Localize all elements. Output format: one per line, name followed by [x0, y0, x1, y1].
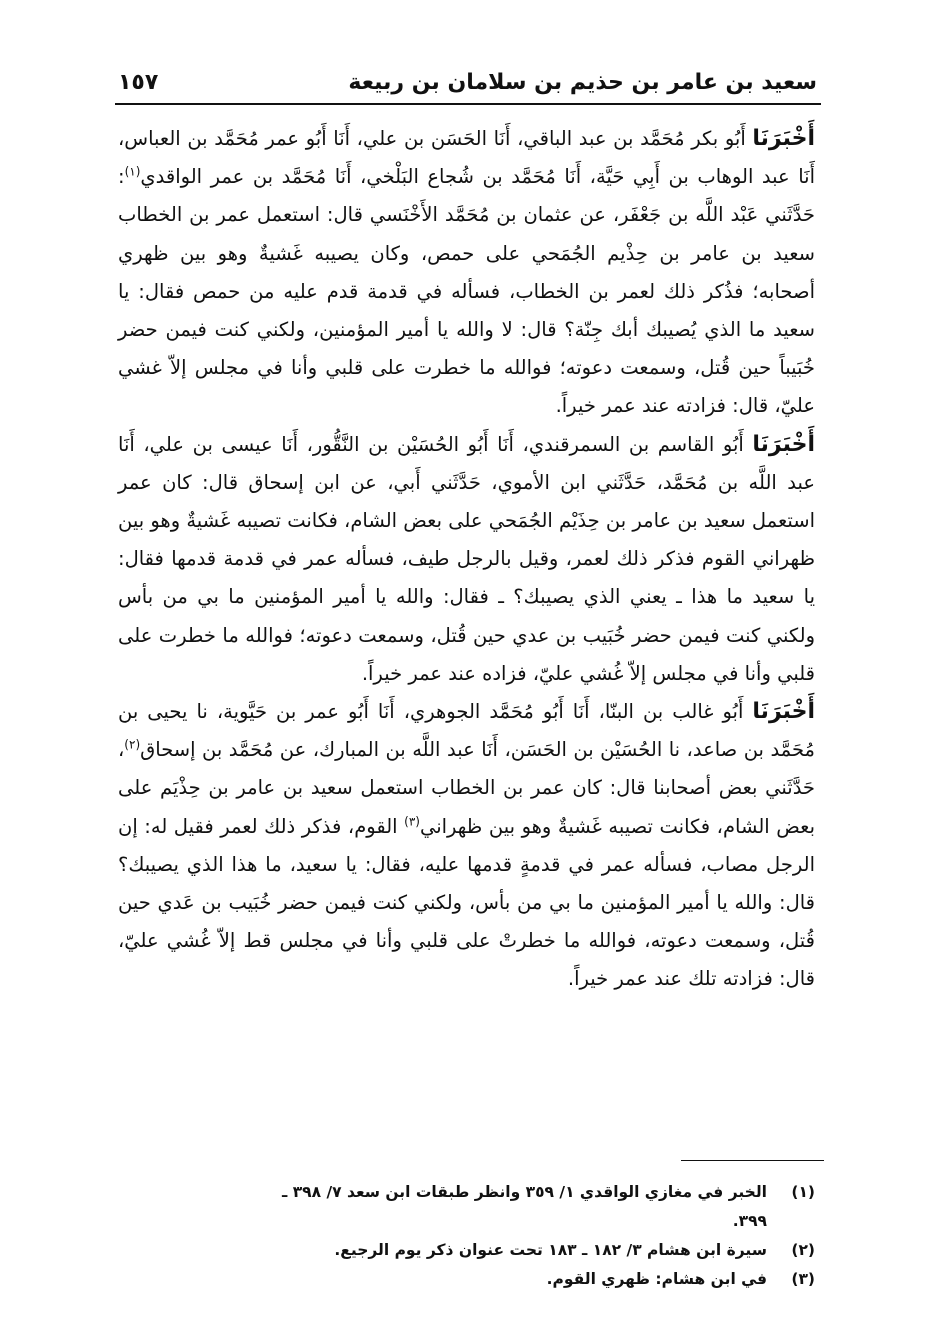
- footnote-ref[interactable]: (٣): [404, 814, 420, 829]
- paragraph-lead: أَخْبَرَنَا: [752, 699, 816, 725]
- paragraph-text: ، حَدَّثَني بعض أصحابنا قال: كان عمر بن الخطاب استعمل سعيد بن عامر بن حِذْيَم على بعض الشام، فكانت تصيبه غَشيةٌ وهو بين ظهراني: [118, 738, 816, 838]
- running-title: سعيد بن عامر بن حذيم بن سلامان بن ربيعة: [348, 69, 817, 95]
- footnote-number: (٢): [791, 1241, 815, 1259]
- footnote-rule: [681, 1160, 824, 1161]
- footnote-ref[interactable]: (١): [124, 164, 141, 179]
- footnote-item: [260, 1265, 815, 1294]
- footnote-number: (٣): [791, 1270, 815, 1288]
- footnotes: [260, 1178, 815, 1294]
- paragraph-text: : حَدَّثَني عَبْد اللَّه بن جَعْفَر، عن عثمان بن مُحَمَّد الأَخْنَسي قال: استعمل عمر بن الخطاب سعيد بن عامر بن حِذْيم الجُمَحي على حمص، وكان يصيبه غَشيةٌ وهو بين ظهري أصحابه؛ فذُكر ذلك لعمر بن الخطاب، فسأله في قدمة قدم عليه من حمص فقال: يا سعيد ما الذي يُصيبك أبك جِنّة؟ قال: لا والله يا أمير المؤمنين، ولكني كنت فيمن حضر خُبَيباً حين قُتل، وسمعت دعوته؛ فوالله ما خطرت على قلبي وأنا في مجلس إلاّ غشي عليّ، قال: فزادته عند عمر خيراً.: [118, 165, 815, 418]
- paragraph-text: القوم، فذكر ذلك لعمر فقيل له: إن الرجل مصاب، فسأله عمر في قدمةٍ قدمها عليه، فقال: يا سعيد، ما هذا الذي يصيبك؟ قال: والله يا أمير المؤمنين ما بي من بأس، ولكني كنت فيمن حضر خُبَيب بن عَدي حين قُتل، وسمعت دعوته، فوالله ما خطرتْ على قلبي وأنا في مجلس قط إلاّ غُشي عليّ، قال: فزادته تلك عند عمر خيراً.: [118, 814, 815, 991]
- footnote-number: (١): [791, 1183, 815, 1201]
- running-head: [118, 62, 817, 102]
- paragraph-2: [118, 426, 815, 693]
- footnote-ref[interactable]: (٢): [124, 737, 141, 752]
- paragraph-1: [118, 120, 815, 426]
- body-text: [118, 120, 815, 999]
- header-rule: [115, 103, 821, 105]
- paragraph-lead: أَخْبَرَنَا: [752, 431, 815, 457]
- footnote-item: [260, 1178, 815, 1236]
- page-number: ١٥٧: [118, 69, 159, 95]
- paragraph-text: أَبُو القاسم بن السمرقندي، أَنَا أَبُو الحُسَيْن بن النَّقُّور، أَنَا عيسى بن علي، أَنَا عبد اللَّه بن مُحَمَّد، حَدَّثَني ابن الأموي، حَدَّثَني أَبي، عن ابن إسحاق قال: كان عمر استعمل سعيد بن عامر بن حِذَيْم الجُمَحي على بعض الشام، فكانت تصيبه غَشيةٌ وهو بين ظهراني القوم فذكر ذلك لعمر، وقيل بالرجل طيف، فسأله عمر في قدمة قدمها فقال: يا سعيد ما هذا ـ يعني الذي يصيبك؟ ـ فقال: والله يا أمير المؤمنين ما بي من بأس ولكني كنت فيمن حضر خُبَيب بن عدي حين قُتل، وسمعت دعوته؛ فوالله ما خطرت على قلبي وأنا في مجلس إلاّ غُشي عليّ، فزاده عند عمر خيراً.: [118, 432, 815, 685]
- paragraph-3: [118, 693, 815, 999]
- paragraph-text: أَبُو غالب بن البنّا، أَنَا أَبُو مُحَمَّد الجوهري، أَنَا أَبُو عمر بن حَيَّوية، نا يحيى بن مُحَمَّد بن صاعد، نا الحُسَيْن بن الحَسَن، أَنَا عبد اللَّه بن المبارك، عن مُحَمَّد بن إسحاق: [118, 700, 815, 762]
- footnote-text: سيرة ابن هشام ٣/ ١٨٢ ـ ١٨٣ تحت عنوان ذكر يوم الرجيع.: [334, 1241, 767, 1259]
- paragraph-text: أَبُو بكر مُحَمَّد بن عبد الباقي، أَنَا الحَسَن بن علي، أَنَا أَبُو عمر مُحَمَّد بن العباس، أَنَا عبد الوهاب بن أَبِي حَيَّة، أَنَا مُحَمَّد بن شُجاع البَلْخي، أَنَا مُحَمَّد بن عمر الواقدي: [118, 127, 815, 189]
- footnote-text: الخبر في مغازي الواقدي ١/ ٣٥٩ وانظر طبقات ابن سعد ٧/ ٣٩٨ ـ ٣٩٩.: [281, 1183, 767, 1230]
- footnote-text: في ابن هشام: ظهري القوم.: [546, 1270, 767, 1288]
- paragraph-lead: أَخْبَرَنَا: [752, 126, 815, 151]
- footnote-item: [260, 1236, 815, 1265]
